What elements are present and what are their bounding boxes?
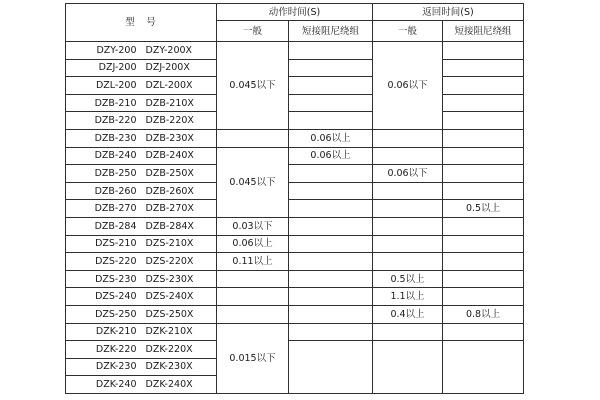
table-row <box>66 42 524 60</box>
model-code: DZB-270X <box>145 203 194 215</box>
cell-return-damped <box>443 59 524 77</box>
cell-action-damped <box>289 59 373 77</box>
cell-return-damped <box>443 129 524 147</box>
relay-spec-table <box>65 3 524 394</box>
cell-action-general <box>217 270 289 288</box>
cell-action-damped: 0.06以上 <box>289 147 373 165</box>
header-model: 型 号 <box>66 4 217 42</box>
model-code: DZB-210X <box>145 97 194 109</box>
cell-return-damped <box>443 182 524 200</box>
cell-models <box>66 94 217 112</box>
cell-action-damped <box>289 112 373 130</box>
model-code: DZY-200X <box>145 44 193 56</box>
cell-models <box>66 147 217 165</box>
cell-models <box>66 253 217 271</box>
model-code: DZK-240 <box>95 379 137 391</box>
cell-models <box>66 182 217 200</box>
table-row <box>66 305 524 323</box>
model-code: DZB-284 <box>94 220 137 232</box>
cell-action-damped <box>289 323 373 341</box>
cell-return-general: 0.5以上 <box>373 270 443 288</box>
cell-return-damped <box>443 288 524 306</box>
table-row <box>66 217 524 235</box>
model-code: DZS-220X <box>145 255 194 267</box>
cell-return-damped <box>443 323 524 341</box>
table-row <box>66 341 524 359</box>
cell-models <box>66 341 217 359</box>
cell-return-general <box>373 200 443 218</box>
cell-return-damped <box>443 217 524 235</box>
model-code: DZS-230X <box>145 273 194 285</box>
table-row <box>66 200 524 218</box>
table-row <box>66 147 524 165</box>
header-return-general: 一般 <box>373 21 443 42</box>
cell-models <box>66 235 217 253</box>
model-code: DZB-250 <box>94 167 137 179</box>
model-code: DZJ-200 <box>98 62 137 74</box>
cell-action-damped <box>289 288 373 306</box>
cell-return-damped <box>443 270 524 288</box>
model-code: DZB-220 <box>94 115 137 127</box>
cell-action-damped <box>289 253 373 271</box>
model-code: DZB-240 <box>94 150 137 162</box>
model-code: DZK-220 <box>95 343 137 355</box>
header-return-time: 返回时间(S) <box>373 4 524 21</box>
table-row <box>66 165 524 183</box>
table-row <box>66 77 524 95</box>
cell-action-damped <box>289 305 373 323</box>
header-action-time: 动作时间(S) <box>217 4 373 21</box>
cell-action-damped <box>289 94 373 112</box>
cell-models <box>66 323 217 341</box>
cell-return-general: 0.06以下 <box>373 42 443 130</box>
model-code: DZL-200 <box>95 79 137 91</box>
model-code: DZB-270 <box>94 203 137 215</box>
cell-models <box>66 270 217 288</box>
table-row <box>66 235 524 253</box>
cell-action-damped <box>289 77 373 95</box>
cell-action-general: 0.015以下 <box>217 323 289 393</box>
cell-models <box>66 77 217 95</box>
model-code: DZS-240 <box>95 291 137 303</box>
cell-return-general: 0.06以下 <box>373 165 443 183</box>
model-code: DZS-250X <box>145 308 194 320</box>
cell-return-damped: 0.5以上 <box>443 200 524 218</box>
table-row <box>66 129 524 147</box>
cell-models <box>66 42 217 60</box>
cell-models <box>66 358 217 376</box>
cell-action-general: 0.045以下 <box>217 42 289 130</box>
cell-models <box>66 59 217 77</box>
model-code: DZS-230 <box>95 273 137 285</box>
cell-action-damped <box>289 217 373 235</box>
cell-return-general <box>373 129 443 147</box>
header-action-damped: 短接阻尼绕组 <box>289 21 373 42</box>
table-row <box>66 270 524 288</box>
model-code: DZS-250 <box>95 308 137 320</box>
cell-models <box>66 288 217 306</box>
relay-spec-table-container <box>65 3 524 394</box>
model-code: DZK-230 <box>95 361 137 373</box>
model-code: DZB-230 <box>94 132 137 144</box>
cell-return-damped: 0.8以上 <box>443 305 524 323</box>
cell-return-damped <box>443 253 524 271</box>
model-code: DZB-220X <box>145 115 194 127</box>
cell-models <box>66 112 217 130</box>
cell-action-damped <box>289 42 373 60</box>
table-row <box>66 323 524 341</box>
table-row <box>66 253 524 271</box>
cell-action-general <box>217 305 289 323</box>
cell-models <box>66 129 217 147</box>
cell-action-general: 0.06以上 <box>217 235 289 253</box>
cell-return-damped <box>443 235 524 253</box>
model-code: DZY-200 <box>96 44 137 56</box>
model-code: DZB-230X <box>145 132 194 144</box>
cell-models <box>66 376 217 394</box>
table-row <box>66 59 524 77</box>
cell-return-damped <box>443 77 524 95</box>
cell-action-general <box>217 129 289 147</box>
cell-action-damped <box>289 200 373 218</box>
model-code: DZL-200X <box>145 79 193 91</box>
table-row <box>66 182 524 200</box>
model-code: DZK-230X <box>145 361 193 373</box>
cell-action-damped <box>289 270 373 288</box>
cell-models <box>66 200 217 218</box>
cell-return-damped <box>443 42 524 60</box>
cell-models <box>66 305 217 323</box>
model-code: DZB-250X <box>145 167 194 179</box>
model-code: DZB-284X <box>145 220 194 232</box>
model-code: DZS-210 <box>95 238 137 250</box>
model-code: DZK-210X <box>145 326 193 338</box>
model-code: DZK-210 <box>95 326 137 338</box>
cell-return-general: 1.1以上 <box>373 288 443 306</box>
cell-return-general <box>373 235 443 253</box>
cell-return-general <box>373 182 443 200</box>
cell-return-damped <box>443 112 524 130</box>
cell-return-damped <box>443 341 524 394</box>
model-code: DZK-220X <box>145 343 193 355</box>
cell-models <box>66 217 217 235</box>
model-code: DZB-260X <box>145 185 194 197</box>
cell-return-damped <box>443 94 524 112</box>
cell-return-general <box>373 217 443 235</box>
cell-action-general: 0.045以下 <box>217 147 289 217</box>
cell-return-general <box>373 253 443 271</box>
cell-action-general: 0.03以下 <box>217 217 289 235</box>
cell-return-damped <box>443 147 524 165</box>
model-code: DZB-260 <box>94 185 137 197</box>
cell-models <box>66 165 217 183</box>
cell-return-general <box>373 323 443 341</box>
cell-return-general <box>373 147 443 165</box>
cell-return-damped <box>443 165 524 183</box>
model-code: DZK-240X <box>145 379 193 391</box>
cell-action-damped <box>289 341 373 394</box>
cell-action-damped <box>289 235 373 253</box>
table-row <box>66 112 524 130</box>
model-code: DZS-220 <box>95 255 137 267</box>
model-code: DZJ-200X <box>145 62 190 74</box>
cell-return-general: 0.4以上 <box>373 305 443 323</box>
cell-action-damped <box>289 165 373 183</box>
cell-action-general <box>217 288 289 306</box>
cell-action-damped <box>289 182 373 200</box>
model-code: DZS-240X <box>145 291 194 303</box>
cell-return-general <box>373 341 443 394</box>
header-return-damped: 短接阻尼绕组 <box>443 21 524 42</box>
header-action-general: 一般 <box>217 21 289 42</box>
model-code: DZS-210X <box>145 238 194 250</box>
cell-action-damped: 0.06以上 <box>289 129 373 147</box>
cell-action-general: 0.11以上 <box>217 253 289 271</box>
model-code: DZB-210 <box>94 97 137 109</box>
table-row <box>66 288 524 306</box>
table-row <box>66 94 524 112</box>
model-code: DZB-240X <box>145 150 194 162</box>
